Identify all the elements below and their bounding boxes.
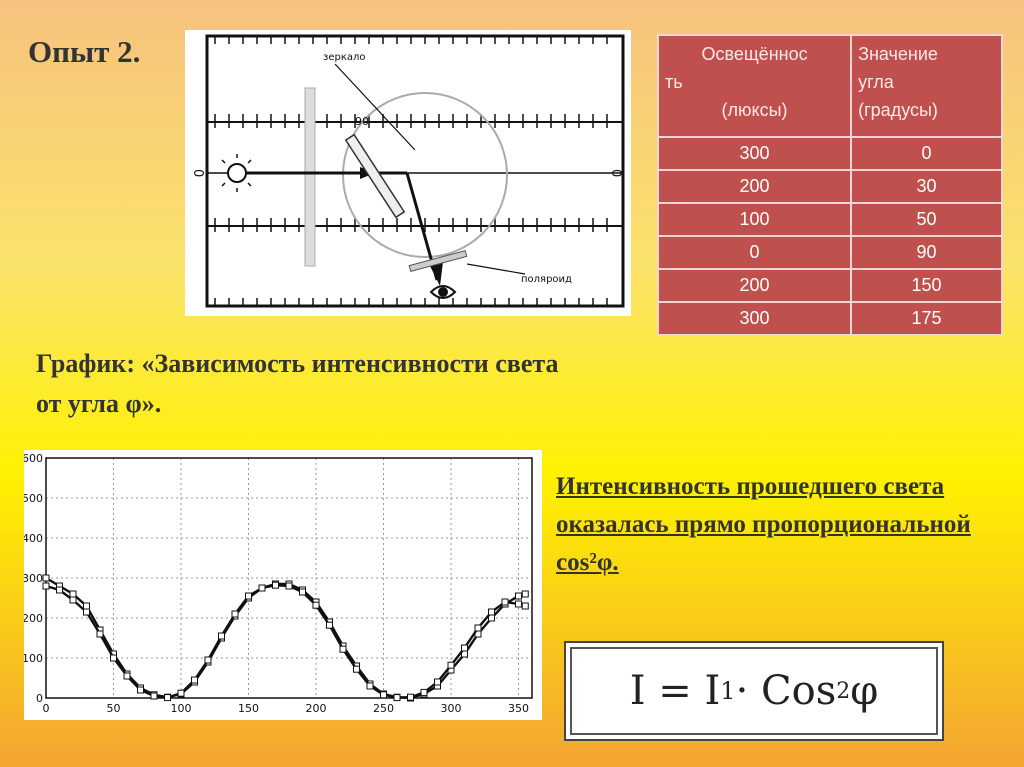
mirror	[346, 135, 404, 218]
table-row: 200 150	[658, 269, 1002, 302]
data-point	[178, 690, 184, 696]
series-line-1	[46, 578, 525, 698]
data-point	[70, 597, 76, 603]
data-point	[84, 609, 90, 615]
data-point	[259, 585, 265, 591]
setup-diagram-svg	[185, 30, 631, 316]
data-point	[70, 591, 76, 597]
x-tick-label: 150	[238, 702, 259, 715]
x-tick-label: 50	[106, 702, 121, 715]
data-point	[522, 591, 528, 597]
data-point	[313, 602, 319, 608]
x-tick-label: 0	[42, 702, 50, 715]
data-point	[522, 603, 528, 609]
y-tick-label: 300	[24, 572, 43, 585]
data-point	[367, 683, 373, 689]
data-point	[475, 625, 481, 631]
table-row: 200 30	[658, 170, 1002, 203]
data-point	[516, 601, 522, 607]
data-point	[300, 589, 306, 595]
data-point	[394, 695, 400, 701]
y-tick-label: 400	[24, 532, 43, 545]
data-point	[502, 599, 508, 605]
disc-mark-90: 90	[355, 115, 369, 128]
data-point	[273, 582, 279, 588]
slide-title: Опыт 2.	[28, 34, 141, 69]
data-point	[462, 645, 468, 651]
mirror-leader-line	[335, 64, 415, 150]
data-point	[516, 593, 522, 599]
data-point	[205, 657, 211, 663]
table-row: 300 0	[658, 137, 1002, 170]
x-tick-label: 200	[305, 702, 327, 715]
formula-sup: 2	[836, 678, 851, 704]
table-row: 0 90	[658, 236, 1002, 269]
y-tick-label: 0	[36, 692, 43, 705]
plate-holder	[305, 88, 315, 266]
data-point	[151, 693, 157, 699]
graph-caption	[36, 344, 736, 424]
polaroid-label: поляроид	[521, 274, 572, 285]
data-point	[232, 611, 238, 617]
y-tick-label: 100	[24, 652, 43, 665]
scale-zero-right: 0	[608, 169, 623, 178]
data-point	[219, 633, 225, 639]
data-point	[97, 631, 103, 637]
formula-sub: 1	[720, 677, 736, 705]
mirror-label: зеркало	[323, 52, 366, 63]
data-point	[340, 646, 346, 652]
table-row: 300 175	[658, 302, 1002, 335]
table-row: 100 50	[658, 203, 1002, 236]
header-angle: Значение угла (градусы)	[851, 35, 1002, 137]
data-point	[165, 695, 171, 701]
data-point	[421, 689, 427, 695]
data-point	[246, 593, 252, 599]
y-tick-label: 200	[24, 612, 43, 625]
data-point	[84, 603, 90, 609]
x-tick-label: 250	[373, 702, 394, 715]
formula-box	[570, 647, 938, 735]
data-table	[657, 34, 1003, 336]
series-line-2	[46, 585, 525, 697]
data-point	[327, 622, 333, 628]
setup-diagram	[185, 30, 631, 316]
data-point	[124, 673, 130, 679]
x-tick-label: 350	[508, 702, 529, 715]
data-point	[57, 587, 63, 593]
eye-icon	[431, 286, 455, 298]
header-illuminance: Освещённос ть (люксы)	[658, 35, 851, 137]
scale-zero-left: 0	[190, 169, 205, 178]
formula-mid: · Cos	[735, 668, 837, 714]
formula-lhs: I = I	[629, 668, 721, 714]
graph-caption-line2: от угла φ».	[36, 389, 162, 418]
intensity-plot-svg	[24, 450, 542, 720]
data-point	[43, 583, 49, 589]
data-point	[286, 583, 292, 589]
y-tick-label: 500	[24, 492, 43, 505]
y-tick-label: 600	[24, 452, 43, 465]
x-tick-label: 100	[170, 702, 192, 715]
polaroid-leader-line	[467, 264, 525, 274]
table-header-row	[658, 35, 1002, 137]
data-point	[111, 655, 117, 661]
formula-rhs: φ	[850, 668, 879, 714]
data-point	[408, 694, 414, 700]
x-tick-label: 300	[440, 702, 462, 715]
data-point	[435, 679, 441, 685]
light-source-icon	[228, 164, 246, 182]
data-point	[489, 609, 495, 615]
data-point	[381, 692, 387, 698]
graph-caption-line1: График: «Зависимость интенсивности света	[36, 349, 559, 378]
data-point	[43, 575, 49, 581]
conclusion-text: Интенсивность прошедшего света оказалась прямо пропорциональной cos²φ.	[556, 473, 971, 576]
data-point	[448, 662, 454, 668]
data-point	[192, 677, 198, 683]
data-point	[354, 666, 360, 672]
intensity-plot	[24, 450, 542, 720]
data-point	[138, 687, 144, 693]
